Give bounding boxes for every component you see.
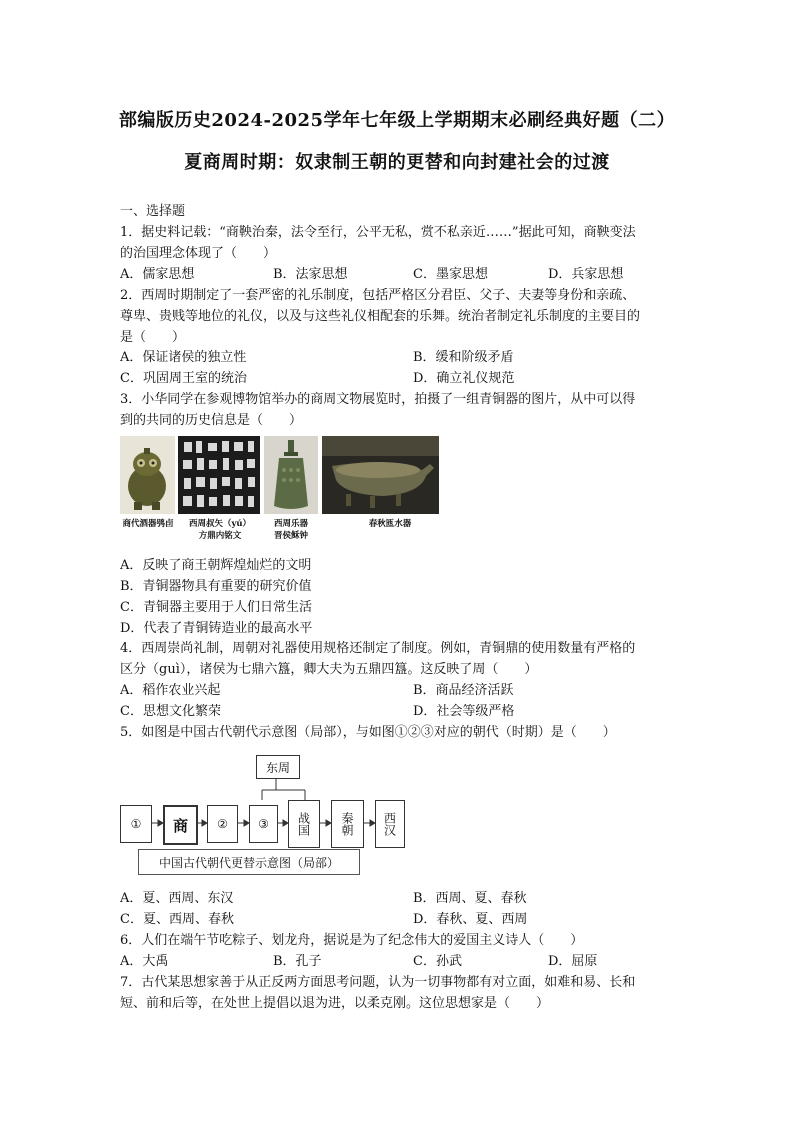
node-2: ② [207, 805, 238, 843]
q5-stem-line1: 5．如图是中国古代朝代示意图（局部），与如图①②③对应的朝代（时期）是（ ） [120, 725, 616, 740]
q5-option-c: C．夏、西周、春秋 [120, 912, 234, 927]
q1-stem-line2: 的治国理念体现了（ ） [120, 246, 277, 261]
q6-option-d: D．屈原 [548, 954, 598, 969]
caption-water-vessel: 春秋匜水器 [368, 519, 412, 529]
q3-option-d: D．代表了青铜铸造业的最高水平 [120, 621, 313, 636]
q6-option-b: B．孔子 [273, 954, 322, 969]
q2-stem-line3: 是（ ） [120, 330, 186, 345]
q2-stem-line2: 尊卑、贵贱等地位的礼仪，以及与这些礼仪相配套的乐舞。统治者制定礼乐制度的主要目的 [120, 309, 641, 324]
caption-owl-vessel: 商代酒器鸮卣 [122, 519, 174, 529]
q2-option-b: B．缓和阶级矛盾 [413, 350, 514, 365]
q5-option-b: B．西周、夏、春秋 [413, 891, 527, 906]
q1-stem-line1: 1．据史料记载：“商鞅治秦，法令至行，公平无私，赏不私亲近……”据此可知，商鞅变法 [120, 225, 636, 240]
caption-bell-line2: 晋侯稣钟 [273, 531, 308, 541]
node-xihan: 西汉 [375, 800, 405, 848]
q3-stem-line2: 到的共同的历史信息是（ ） [120, 413, 303, 428]
q6-option-c: C．孙武 [413, 954, 462, 969]
q1-option-d: D．兵家思想 [548, 267, 624, 282]
q1-option-b: B．法家思想 [273, 267, 348, 282]
node-zhanguo: 战国 [288, 800, 320, 848]
q2-option-d: D．确立礼仪规范 [413, 371, 515, 386]
q4-option-c: C．思想文化繁荣 [120, 704, 221, 719]
node-qinchao: 秦朝 [331, 800, 364, 848]
q4-option-d: D．社会等级严格 [413, 704, 515, 719]
q6-stem-line1: 6．人们在端午节吃粽子、划龙舟，据说是为了纪念伟大的爱国主义诗人（ ） [120, 933, 584, 948]
q2-option-c: C．巩固周王室的统治 [120, 371, 247, 386]
document-title: 部编版历史2024-2025学年七年级上学期期末必刷经典好题（二） [118, 110, 676, 131]
q7-stem-line1: 7．古代某思想家善于从正反两方面思考问题，认为一切事物都有对立面，如难和易、长和 [120, 975, 636, 990]
q7-stem-line2: 短、前和后等，在处世上提倡以退为进，以柔克刚。这位思想家是（ ） [120, 996, 550, 1011]
caption-inscription-line1: 西周叔矢（yú） [188, 519, 252, 529]
q4-stem-line2: 区分（guì），诸侯为七鼎六簋，卿大夫为五鼎四簋。这反映了周（ ） [120, 662, 538, 677]
q5-option-d: D．春秋、夏、西周 [413, 912, 528, 927]
q3-option-a: A．反映了商王朝辉煌灿烂的文明 [120, 558, 312, 573]
diagram-caption: 中国古代朝代更替示意图（局部） [138, 849, 360, 875]
node-3: ③ [249, 805, 278, 843]
q4-option-b: B．商品经济活跃 [413, 683, 514, 698]
q1-option-c: C．墨家思想 [413, 267, 488, 282]
node-shang: 商 [163, 805, 198, 845]
node-dongzhou: 东周 [256, 755, 300, 779]
q1-option-a: A．儒家思想 [120, 267, 195, 282]
document-subtitle: 夏商周时期：奴隶制王朝的更替和向封建社会的过渡 [184, 152, 610, 173]
q2-option-a: A．保证诸侯的独立性 [120, 350, 247, 365]
q3-stem-line1: 3．小华同学在参观博物馆举办的商周文物展览时，拍摄了一组青铜器的图片，从中可以得 [120, 392, 636, 407]
q2-stem-line1: 2．西周时期制定了一套严密的礼乐制度，包括严格区分君臣、父子、夫妻等身份和亲疏、 [120, 288, 636, 303]
caption-inscription-line2: 方鼎内铭文 [198, 531, 242, 541]
q4-option-a: A．稻作农业兴起 [120, 683, 221, 698]
q3-option-b: B．青铜器物具有重要的研究价值 [120, 579, 312, 594]
caption-bell-line1: 西周乐器 [273, 519, 308, 529]
q3-option-c: C．青铜器主要用于人们日常生活 [120, 600, 312, 615]
section-heading: 一、选择题 [120, 204, 186, 219]
q4-stem-line1: 4．西周崇尚礼制，周朝对礼器使用规格还制定了制度。例如，青铜鼎的使用数量有严格的 [120, 641, 636, 656]
q5-option-a: A．夏、西周、东汉 [120, 891, 234, 906]
q6-option-a: A．大禹 [120, 954, 169, 969]
node-1: ① [120, 805, 152, 843]
